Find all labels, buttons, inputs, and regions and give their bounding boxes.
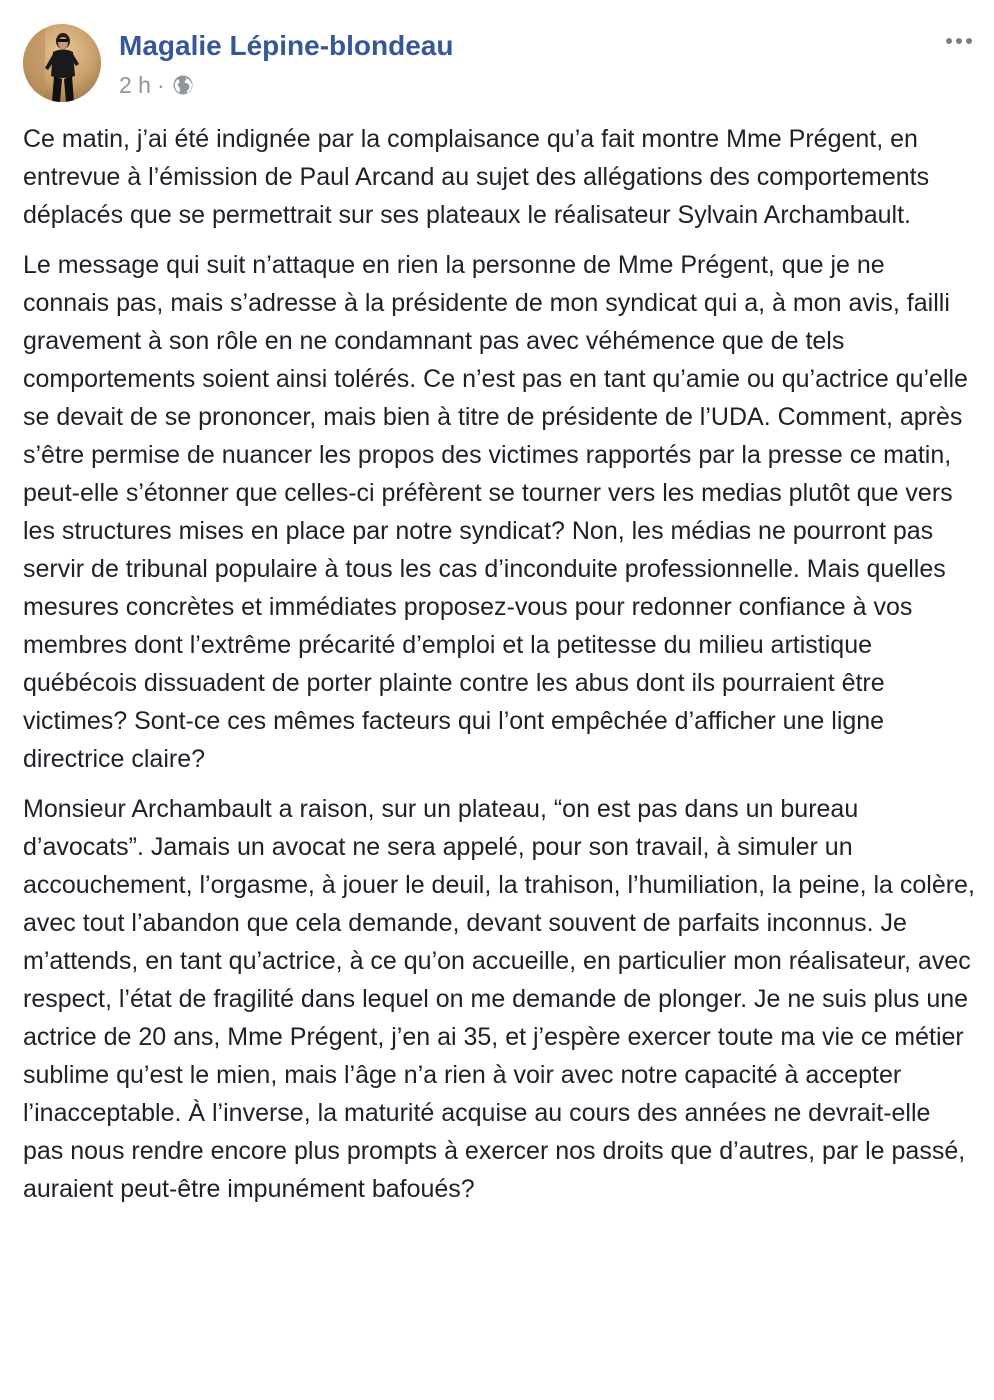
author-avatar[interactable] <box>23 24 101 102</box>
more-options-icon <box>944 34 974 48</box>
globe-icon[interactable] <box>172 74 194 96</box>
more-options-button[interactable] <box>944 34 974 48</box>
post-paragraph-3: Monsieur Archambault a raison, sur un plateau, “on est pas dans un bureau d’avocats”. Jamais un avocat ne sera appelé, pour son travail, à simuler un accouchement, l’orgasme, à jouer le deuil, la trahison, l’humiliation, la peine, la colère, avec tout l’abandon que cela demande, devant souvent de parfaits inconnus. Je m’attends, en tant qu’actrice, à ce qu’on accueille, en particulier mon réalisateur, avec respect, l’état de fragilité dans lequel on me demande de plonger. Je ne suis plus une actrice de 20 ans, Mme Prégent, j’en ai 35, et j’espère exercer toute ma vie ce métier sublime qu’est le mien, mais l’âge n’a rien à voir avec notre capacité à accepter l’inacceptable. À l’inverse, la maturité acquise au cours des années ne devrait-elle pas nous rendre encore plus prompts à exercer nos droits que d’autres, par le passé, auraient peut-être impunément bafoués? <box>23 795 975 1203</box>
meta-separator: · <box>156 71 165 98</box>
post-paragraph-2: Le message qui suit n’attaque en rien la personne de Mme Prégent, que je ne connais pas, mais s’adresse à la présidente de mon syndicat qui a, à mon avis, failli gravement à son rôle en ne condamnant pas avec véhémence que de tels comportements soient ainsi tolérés. Ce n’est pas en tant qu’amie ou qu’actrice qu’elle se devait de se prononcer, mais bien à titre de présidente de l’UDA. Comment, après s’être permise de nuancer les propos des victimes rapportés par la presse ce matin, peut-elle s’étonner que celles-ci préfèrent se tourner vers les medias plutôt que vers les structures mises en place par notre syndicat? Non, les médias ne pourront pas servir de tribunal populaire à tous les cas d’inconduite professionnelle. Mais quelles mesures concrètes et immédiates proposez-vous pour redonner confiance à vos membres dont l’extrême précarité d’emploi et la petitesse du milieu artistique québécois dissuadent de porter plainte contre les abus dont ils pourraient être victimes? Sont-ce ces mêmes facteurs qui l’ont empêchée d’afficher une ligne directrice claire? <box>23 251 968 773</box>
post-body <box>23 120 975 1220</box>
profile-photo-icon <box>23 24 101 102</box>
author-name[interactable]: Magalie Lépine-blondeau <box>119 30 454 61</box>
post-paragraph-1: Ce matin, j’ai été indignée par la complaisance qu’a fait montre Mme Prégent, en entrevue à l’émission de Paul Arcand au sujet des allégations des comportements déplacés que se permettrait sur ses plateaux le réalisateur Sylvain Archambault. <box>23 125 930 229</box>
post-meta <box>119 71 194 99</box>
post-timestamp[interactable]: 2 h <box>119 71 151 98</box>
